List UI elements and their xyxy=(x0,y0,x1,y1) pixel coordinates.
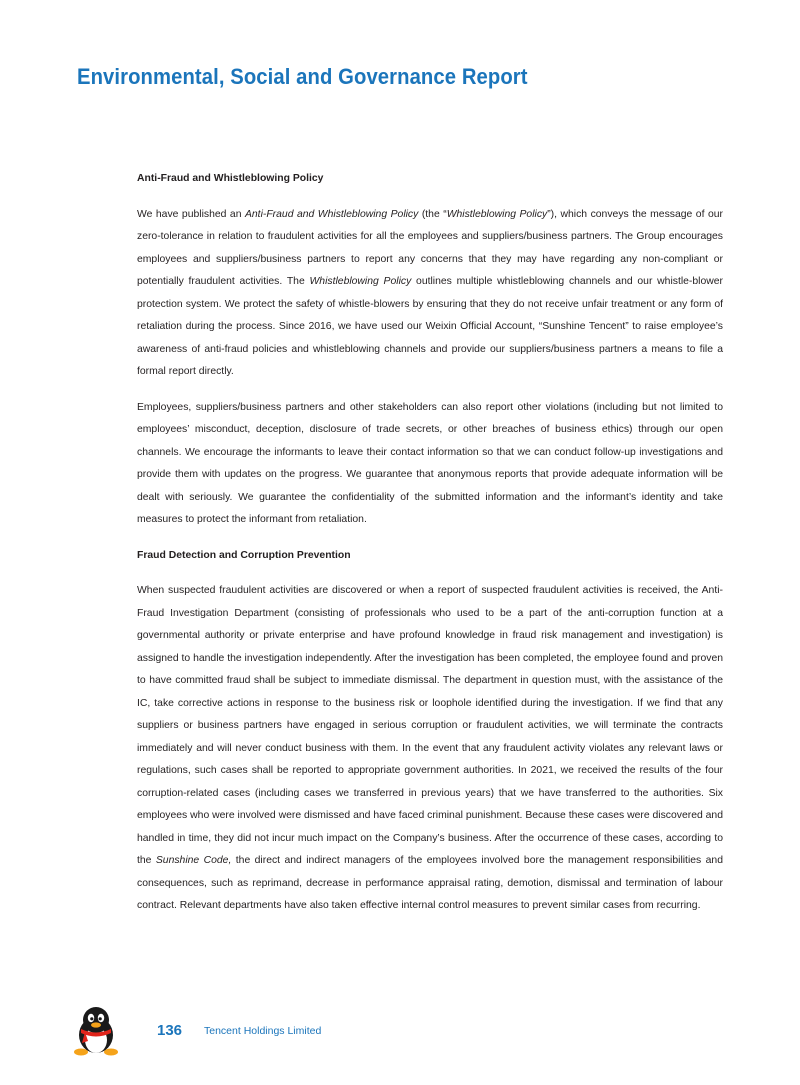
section-heading-anti-fraud: Anti-Fraud and Whistleblowing Policy xyxy=(137,173,324,184)
page-number: 136 xyxy=(157,1022,183,1039)
paragraph-reporting-channels: Employees, suppliers/business partners and other stakeholders can also report other violations (including but not limited to employees’ misconduct, deception, disclosure of trade secrets, or other breaches of business ethics) through our open channels. We encourage the informants to leave their contact information so that we can conduct follow-up investigations and provide them with updates on the progress. We guarantee that anonymous reports that provide adequate information will be dealt with seriously. We guarantee the confidentiality of the submitted information and the informant’s identity and take measures to protect the informant from retaliation. xyxy=(137,401,723,525)
paragraph-fraud-detection: When suspected fraudulent activities are discovered or when a report of suspected fraudulent activities is received, the Anti-Fraud Investigation Department (consisting of professionals who used to be a part of the anti-corruption function at a governmental authority or private enterprise and have profound knowledge in fraud risk management and investigation) is assigned to handle the investigation independently. After the investigation has been completed, the employee found and proven to have committed fraud shall be subject to immediate dismissal. The department in question must, with the assistance of the IC, take corrective actions in response to the business risk or loophole identified during the investigation. If we find that any suppliers or business partners have engaged in serious corruption or fraudulent activities, we will terminate the contracts immediately and will never conduct business with them. In the event that any fraudulent activity violates any relevant laws or regulations, such cases shall be reported to appropriate government authorities. In 2021, we received the results of the four corruption-related cases (including cases we transferred in previous years) that we have transferred to the authorities. Six employees who were involved were dismissed and have faced criminal punishment. Because these cases were discovered and handled in time, they did not incur much impact on the Company’s business. After the occurrence of these cases, according to the Sunshine Code, the direct and indirect managers of the employees involved bore the management responsibilities and consequences, such as reprimand, decrease in performance appraisal rating, demotion, dismissal and termination of labour contract. Relevant departments have also taken effective internal control measures to prevent similar cases from recurring. xyxy=(137,585,723,911)
company-name: Tencent Holdings Limited xyxy=(204,1025,322,1037)
main-content xyxy=(137,168,723,931)
paragraph-whistleblowing-policy: We have published an Anti-Fraud and Whistleblowing Policy (the “Whistleblowing Policy”), which conveys the message of our zero-tolerance in relation to fraudulent activities for all the employees and suppliers/business partners. The Group encourages employees and suppliers/business partners to report any concerns that they may have regarding any non-compliant or potentially fraudulent activities. The Whistleblowing Policy outlines multiple whistleblowing channels and our whistle-blower protection system. We protect the safety of whistle-blowers by ensuring that they do not receive unfair treatment or any form of retaliation during the process. Since 2016, we have used our Weixin Official Account, “Sunshine Tencent” to raise employee’s awareness of anti-fraud policies and whistleblowing channels and provide our suppliers/business partners a means to file a formal report directly. xyxy=(137,208,723,377)
section-heading-fraud-detection: Fraud Detection and Corruption Prevention xyxy=(137,549,351,561)
page-footer xyxy=(0,1000,800,1085)
report-title: Environmental, Social and Governance Report xyxy=(77,64,528,89)
qq-penguin-icon xyxy=(73,1005,119,1057)
